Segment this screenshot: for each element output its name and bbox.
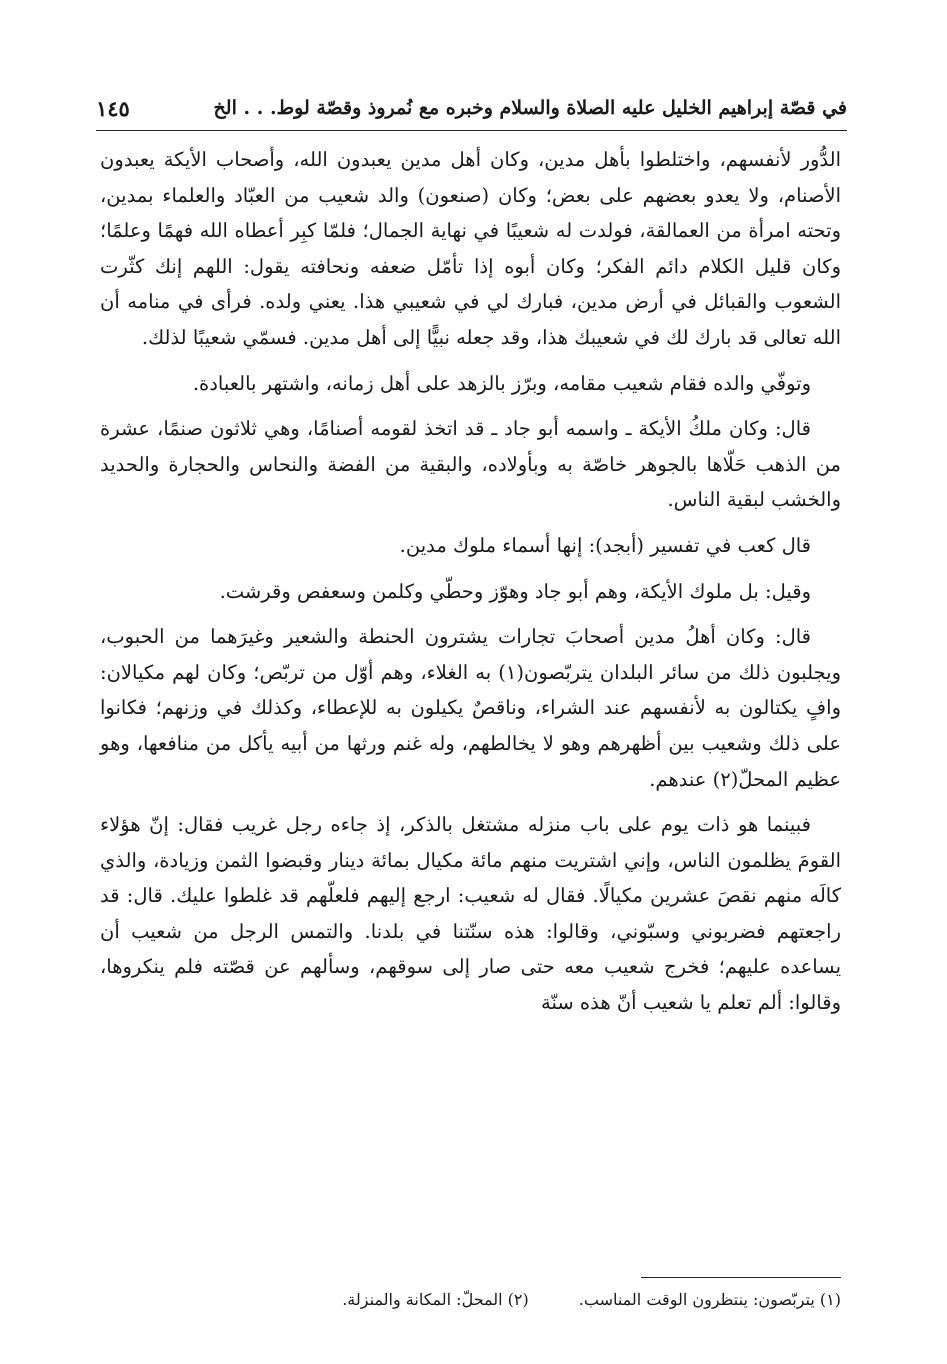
footnote-2: (٢) المحلّ: المكانة والمنزلة.: [342, 1290, 529, 1309]
page-number: ١٤٥: [96, 95, 130, 121]
footnote-divider: [641, 1277, 841, 1278]
footnotes: [100, 1290, 841, 1309]
body-text: [100, 142, 841, 1031]
page-header: [96, 86, 847, 131]
footnote-1: (١) يتربّصون: ينتظرون الوقت المناسب.: [578, 1290, 841, 1309]
paragraph: قال: وكان ملكُ الأيكة ـ واسمه أبو جاد ـ قد اتخذ لقومه أصنامًا، وهي ثلاثون صنمًا، عشرة من الذهب حَلّاها بالجوهر خاصّة به وبأولاده، والبقية من الفضة والنحاس والحجارة والحديد والخشب لبقية الناس.: [100, 417, 841, 512]
paragraph: قال كعب في تفسير (أبجد): إنها أسماء ملوك مدين.: [399, 533, 811, 557]
paragraph: وقيل: بل ملوك الأيكة، وهم أبو جاد وهوّز وحطّي وكلمن وسعفص وقرشت.: [219, 579, 811, 603]
paragraph: قال: وكان أهلُ مدين أصحابَ تجارات يشترون الحنطة والشعير وغيرَهما من الحبوب، ويجلبون ذلك من سائر البلدان يتربّصون(١) به الغلاء، وهم أوّل من تربّص؛ وكان لهم مكيالان: وافٍ يكتالون به لأنفسهم عند الشراء، وناقصٌ يكيلون به للإعطاء، وكذلك في وزنهم؛ فكانوا على ذلك وشعيب بين أظهرهم وهو لا يخالطهم، وله غنم ورثها من أبيه يأكل من منافعها، وهو عظيم المحلّ(٢) عندهم.: [100, 625, 842, 791]
running-title: في قصّة إبراهيم الخليل عليه الصلاة والسلام وخبره مع نُمروذ وقصّة لوط. . . الخ: [213, 97, 847, 119]
paragraph: الدُّور لأنفسهم، واختلطوا بأهل مدين، وكان أهل مدين يعبدون الله، وأصحاب الأيكة يعبدون الأصنام، ولا يعدو بعضهم على بعض؛ وكان (صنعون) والد شعيب من العبّاد والعلماء بمدين، وتحته امرأة من العمالقة، فولدت له شعيبًا في نهاية الجمال؛ فلمّا كبِر أعطاه الله فهمًا وعلمًا؛ وكان قليل الكلام دائم الفكر؛ وكان أبوه إذا تأمّل ضعفه ونحافته يقول: اللهم إنك كثّرت الشعوب والقبائل في أرض مدين، فبارك لي في شعيبي هذا. يعني ولده. فرأى في منامه أن الله تعالى قد بارك لك في شعيبك هذا، وقد جعله نبيًّا إلى أهل مدين. فسمّي شعيبًا لذلك.: [100, 148, 841, 349]
paragraph: فبينما هو ذات يوم على باب منزله مشتغل بالذكر، إذ جاءه رجل غريب فقال: إنّ هؤلاء القومَ يظلمون الناس، وإني اشتريت منهم مائة مكيال بمائة دينار وقبضوا الثمن وزيادة، والذي كالَه منهم نقصَ عشرين مكيالًا. فقال له شعيب: ارجع إليهم فلعلّهم قد غلطوا عليك. قال: قد راجعتهم فضربوني وسبّوني، وقالوا: هذه سنّتنا في بلدنا. والتمس الرجل من شعيب أن يساعده عليهم؛ فخرج شعيب معه حتى صار إلى سوقهم، وسألهم عن قصّته فلم ينكروها، وقالوا: ألم تعلم يا شعيب أنّ هذه سنّة: [100, 813, 841, 1015]
paragraph: وتوفّي والده فقام شعيب مقامه، وبرّز بالزهد على أهل زمانه، واشتهر بالعبادة.: [192, 371, 811, 395]
